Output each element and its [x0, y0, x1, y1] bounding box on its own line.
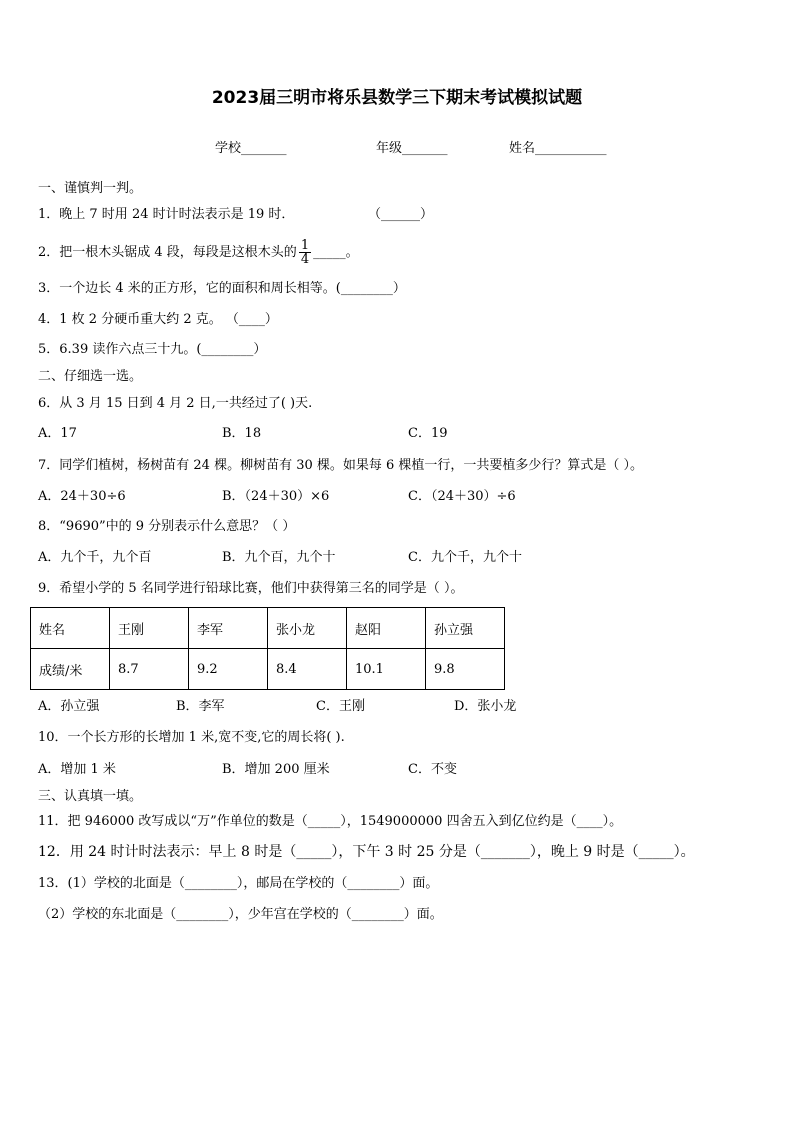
question-8: 8．“9690”中的 9 分别表示什么意思？（ ） [38, 519, 296, 534]
question-6: 6．从 3 月 15 日到 4 月 2 日,一共经过了( )天. [38, 396, 313, 411]
question-6-option-a: A．17 [38, 426, 77, 441]
table-cell: 8.7 [110, 649, 189, 690]
question-1: 1．晚上 7 时用 24 时计时法表示是 19 时． [38, 207, 295, 222]
question-8-option-c: C．九个千，九个十 [408, 550, 522, 565]
table-cell: 李军 [189, 608, 268, 649]
fraction-numerator: 1 [300, 238, 310, 253]
question-12: 12．用 24 时计时法表示：早上 8 时是（_____），下午 3 时 25 分是（_______），晚上 9 时是（_____）。 [38, 844, 695, 860]
table-cell: 8.4 [268, 649, 347, 690]
table-cell: 成绩/米 [31, 649, 110, 690]
question-4: 4．1 枚 2 分硬币重大约 2 克。 （____） [38, 312, 278, 327]
question-9-option-d: D．张小龙 [454, 699, 517, 714]
question-1-blank: （______） [368, 207, 434, 222]
question-6-option-b: B．18 [222, 426, 262, 441]
table-cell: 赵阳 [347, 608, 426, 649]
question-5: 5．6.39 读作六点三十九。(________） [38, 342, 267, 357]
name-field: 姓名___________ [509, 141, 607, 156]
question-10-option-a: A．增加 1 米 [38, 762, 116, 777]
table-row [31, 649, 505, 690]
table-cell: 姓名 [31, 608, 110, 649]
question-10: 10．一个长方形的长增加 1 米,宽不变,它的周长将( ). [38, 730, 345, 745]
section-3-heading: 三、认真填一填。 [38, 789, 143, 804]
question-9-option-c: C．王刚 [316, 699, 365, 714]
question-6-option-c: C．19 [408, 426, 448, 441]
section-2-heading: 二、仔细选一选。 [38, 369, 143, 384]
question-7-option-a: A．24＋30÷6 [38, 489, 126, 504]
table-cell: 孙立强 [426, 608, 505, 649]
question-2-text: 2．把一根木头锯成 4 段，每段是这根木头的 [38, 245, 297, 260]
fraction-one-quarter [299, 239, 311, 266]
question-9-option-b: B．李军 [176, 699, 225, 714]
question-9: 9．希望小学的 5 名同学进行铅球比赛，他们中获得第三名的同学是（ ）。 [38, 581, 464, 596]
table-cell: 9.2 [189, 649, 268, 690]
question-13-part-1: 13．(1）学校的北面是（________），邮局在学校的（________）面。 [38, 876, 439, 891]
question-7-option-b: B．（24＋30）×6 [222, 489, 330, 504]
question-7: 7．同学们植树，杨树苗有 24 棵。柳树苗有 30 棵。如果每 6 棵植一行，一共要植多少行？算式是（ ）。 [38, 458, 644, 473]
question-10-option-b: B．增加 200 厘米 [222, 762, 330, 777]
question-7-option-c: C．（24＋30）÷6 [408, 489, 516, 504]
section-1-heading: 一、谨慎判一判。 [38, 181, 143, 196]
question-13-part-2: （2）学校的东北面是（________），少年宫在学校的（________）面。 [38, 907, 443, 922]
question-9-option-a: A．孙立强 [38, 699, 100, 714]
question-8-option-a: A．九个千，九个百 [38, 550, 152, 565]
question-2 [38, 236, 359, 270]
table-cell: 9.8 [426, 649, 505, 690]
school-field: 学校_______ [215, 141, 287, 156]
table-row [31, 608, 505, 649]
question-2-blank: _____。 [313, 245, 359, 260]
question-11: 11．把 946000 改写成以“万”作单位的数是（_____），1549000000 四舍五入到亿位约是（____）。 [38, 814, 623, 829]
table-cell: 10.1 [347, 649, 426, 690]
grade-field: 年级_______ [376, 141, 448, 156]
score-table [30, 607, 505, 690]
question-8-option-b: B．九个百，九个十 [222, 550, 336, 565]
page-title: 2023届三明市将乐县数学三下期末考试模拟试题 [211, 88, 583, 108]
question-3: 3．一个边长 4 米的正方形，它的面积和周长相等。(________） [38, 281, 406, 296]
question-10-option-c: C．不变 [408, 762, 457, 777]
fraction-denominator: 4 [300, 252, 310, 267]
table-cell: 张小龙 [268, 608, 347, 649]
table-cell: 王刚 [110, 608, 189, 649]
